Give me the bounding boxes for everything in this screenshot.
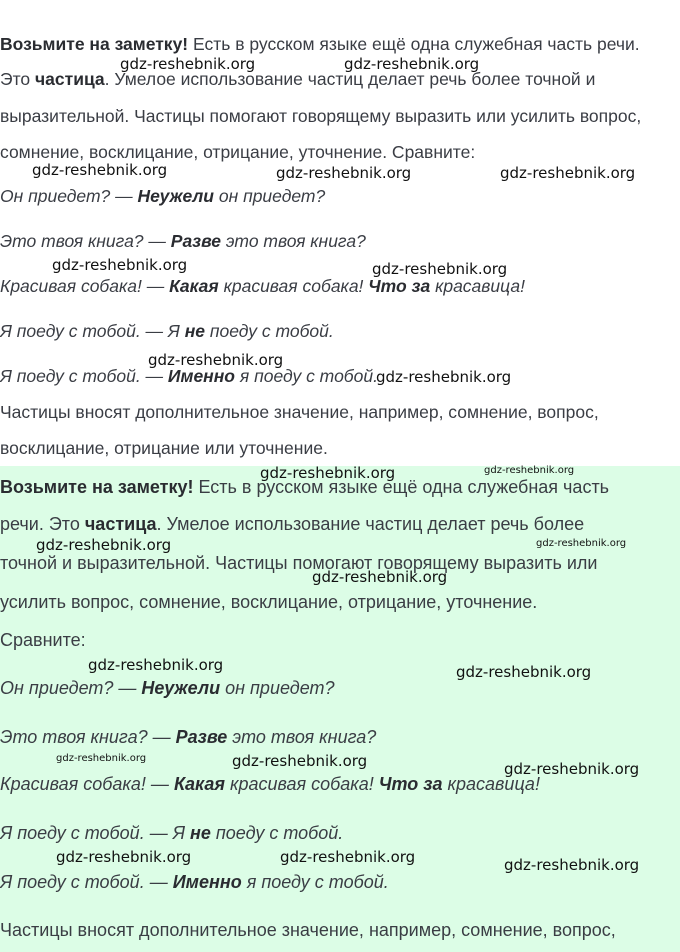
- watermark: gdz-reshebnik.org: [56, 753, 147, 764]
- particle: Какая: [173, 774, 225, 794]
- top-example-1: [0, 185, 325, 207]
- watermark: gdz-reshebnik.org: [484, 465, 575, 476]
- watermark: gdz-reshebnik.org: [280, 848, 416, 866]
- watermark: gdz-reshebnik.org: [276, 164, 412, 182]
- top-conclusion-line-2: восклицание, отрицание или уточнение.: [0, 438, 328, 458]
- text-span: поеду с тобой.: [210, 823, 344, 843]
- top-example-2: [0, 230, 366, 252]
- text-span: Это твоя книга? —: [0, 231, 171, 251]
- watermark: gdz-reshebnik.org: [260, 464, 396, 482]
- watermark: gdz-reshebnik.org: [344, 55, 480, 73]
- text-span: речи. Это: [0, 514, 85, 534]
- text-span: он приедет?: [213, 186, 326, 206]
- particle: Именно: [172, 872, 242, 892]
- top-paragraph-line-1: [0, 33, 640, 55]
- top-conclusion-line-1: Частицы вносят дополнительное значение, например, сомнение, вопрос,: [0, 402, 599, 422]
- watermark: gdz-reshebnik.org: [456, 663, 592, 681]
- watermark: gdz-reshebnik.org: [504, 760, 640, 778]
- top-paragraph-line-4: сомнение, восклицание, отрицание, уточнение. Сравните:: [0, 142, 476, 162]
- watermark: gdz-reshebnik.org: [372, 260, 508, 278]
- text-span: Я поеду с тобой. — Я: [0, 823, 190, 843]
- particle: Разве: [170, 231, 221, 251]
- text-span: я поеду с тобой.: [241, 872, 389, 892]
- particle: не: [189, 823, 211, 843]
- text-span: Красивая собака! —: [0, 774, 174, 794]
- watermark: gdz-reshebnik.org: [148, 351, 284, 369]
- top-example-4: [0, 320, 334, 342]
- text-span: Я поеду с тобой. —: [0, 366, 168, 386]
- particle: Неужели: [137, 186, 214, 206]
- particle: не: [184, 321, 206, 341]
- watermark: gdz-reshebnik.org: [52, 256, 188, 274]
- bottom-paragraph-line-3: точной и выразительной. Частицы помогают говорящему выразить или: [0, 553, 598, 573]
- text-span: Это твоя книга? —: [0, 727, 176, 747]
- watermark: gdz-reshebnik.org: [36, 536, 172, 554]
- watermark: gdz-reshebnik.org: [32, 161, 168, 179]
- bottom-example-2: [0, 726, 376, 748]
- text-span: Он приедет? —: [0, 678, 142, 698]
- watermark: gdz-reshebnik.org: [312, 568, 448, 586]
- top-paragraph-line-3: выразительной. Частицы помогают говорящему выразить или усилить вопрос,: [0, 106, 642, 126]
- text-span: Он приедет? —: [0, 186, 138, 206]
- bottom-example-5: [0, 871, 389, 893]
- text-span: Я поеду с тобой. —: [0, 872, 173, 892]
- text-span: я поеду с тобой.: [235, 366, 378, 386]
- particle: Именно: [167, 366, 236, 386]
- text-span: поеду с тобой.: [205, 321, 334, 341]
- particle: Разве: [175, 727, 228, 747]
- bottom-example-4: [0, 822, 343, 844]
- bottom-paragraph-line-5: Сравните:: [0, 630, 86, 650]
- top-note-section: [0, 0, 680, 466]
- bottom-paragraph-line-4: усилить вопрос, сомнение, восклицание, отрицание, уточнение.: [0, 592, 538, 612]
- text-span: это твоя книга?: [227, 727, 377, 747]
- watermark: gdz-reshebnik.org: [536, 538, 627, 549]
- watermark: gdz-reshebnik.org: [56, 848, 192, 866]
- top-example-3: [0, 275, 525, 297]
- note-heading: Возьмите на заметку!: [0, 34, 189, 54]
- text-span: это твоя книга?: [220, 231, 366, 251]
- text-span: Есть в русском языке ещё одна служебная часть речи.: [188, 34, 640, 54]
- term-particle: частица: [84, 514, 157, 534]
- text-span: красивая собака!: [218, 276, 369, 296]
- note-heading: Возьмите на заметку!: [0, 477, 194, 497]
- bottom-paragraph-line-2: [0, 513, 584, 535]
- bottom-example-3: [0, 773, 540, 795]
- bottom-example-1: [0, 677, 335, 699]
- watermark: gdz-reshebnik.org: [120, 55, 256, 73]
- text-span: . Умелое использование частиц делает речь более точной и: [104, 69, 596, 89]
- term-particle: частица: [35, 69, 105, 89]
- text-span: Есть в русском языке ещё одна служебная часть: [193, 477, 610, 497]
- text-span: красавица!: [442, 774, 540, 794]
- text-span: красивая собака!: [224, 774, 379, 794]
- top-paragraph-line-2: [0, 68, 595, 90]
- particle: Что за: [378, 774, 443, 794]
- text-span: Красивая собака! —: [0, 276, 170, 296]
- text-span: красавица!: [430, 276, 525, 296]
- watermark: gdz-reshebnik.org: [376, 368, 512, 386]
- watermark: gdz-reshebnik.org: [232, 752, 368, 770]
- text-span: он приедет?: [220, 678, 335, 698]
- text-span: Это: [0, 69, 35, 89]
- particle: Неужели: [141, 678, 221, 698]
- text-span: . Умелое использование частиц делает речь более: [156, 514, 585, 534]
- watermark: gdz-reshebnik.org: [500, 164, 636, 182]
- watermark: gdz-reshebnik.org: [88, 656, 224, 674]
- particle: Какая: [169, 276, 219, 296]
- text-span: Я поеду с тобой. — Я: [0, 321, 185, 341]
- watermark: gdz-reshebnik.org: [504, 856, 640, 874]
- bottom-conclusion-line-1: Частицы вносят дополнительное значение, например, сомнение, вопрос,: [0, 920, 616, 940]
- particle: Что за: [368, 276, 431, 296]
